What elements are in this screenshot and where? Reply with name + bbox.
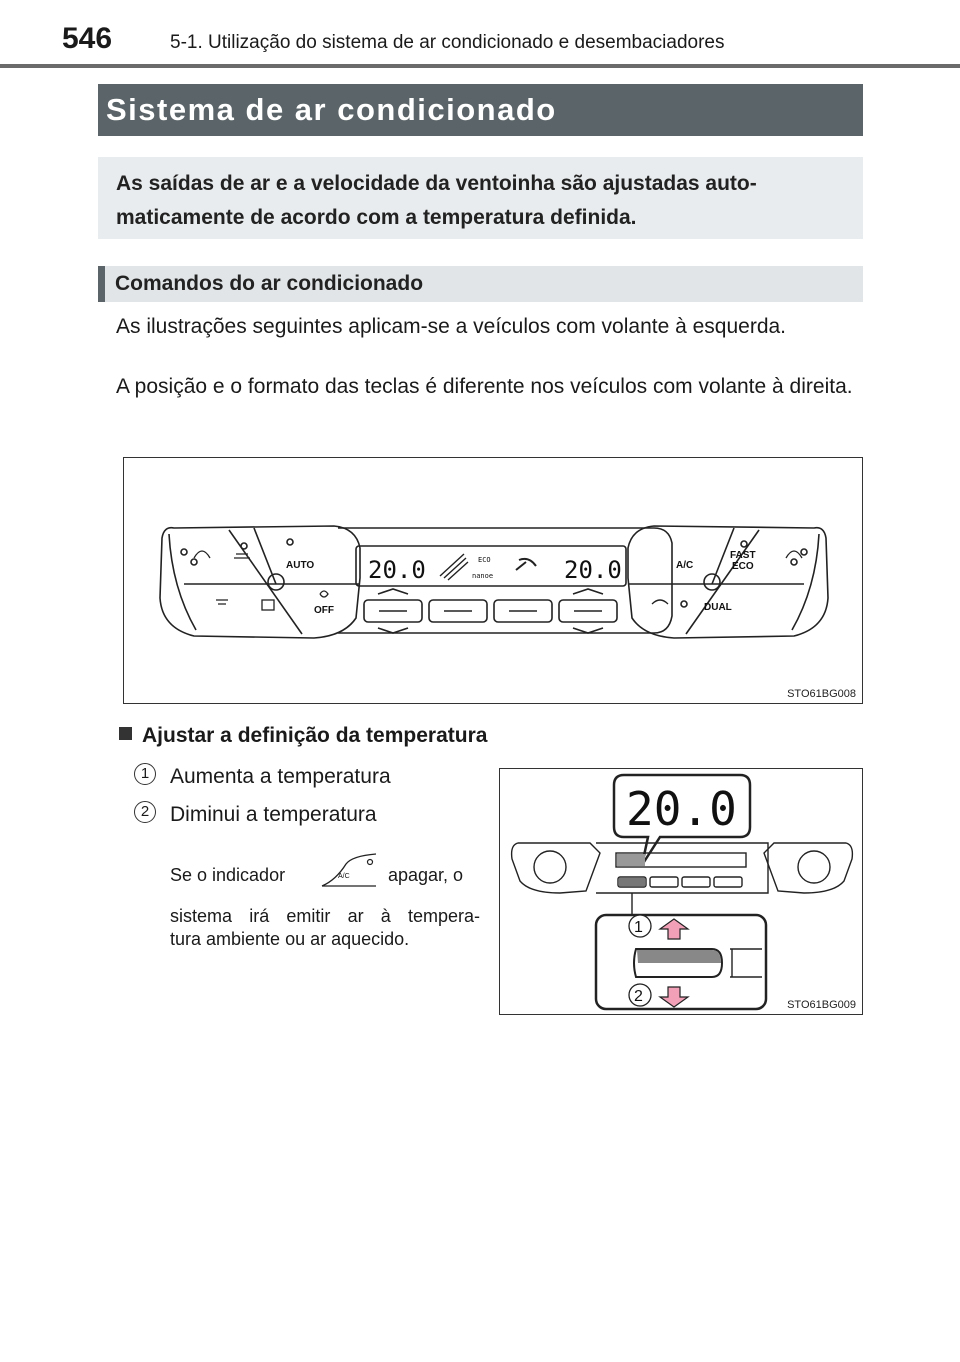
ac-button-label: A/C — [676, 560, 694, 571]
up-arrow-icon — [660, 919, 688, 939]
fan-off-icon — [320, 591, 328, 597]
seat-heater-right-icon — [786, 551, 802, 558]
header-rule — [0, 64, 960, 68]
display-temp-right: 20.0 — [564, 556, 622, 584]
item-text-increase: Aumenta a temperatura — [170, 765, 391, 788]
fast-button-label: FAST — [730, 550, 756, 561]
control-panel-illustration — [124, 458, 864, 705]
figure-code: STO61BG008 — [787, 688, 856, 700]
temperature-adjust-figure — [499, 768, 863, 1015]
button-top-shading — [637, 950, 721, 963]
down-arrow-icon — [660, 987, 688, 1007]
eco-button-label: ECO — [732, 561, 754, 572]
page-number: 546 — [62, 22, 113, 55]
note-part-2: apagar, o — [388, 865, 464, 885]
paragraph-rhd: A posição e o formato das teclas é diferente nos veículos com volante à direita. — [116, 375, 853, 398]
ac-indicator-label: A/C — [338, 873, 350, 880]
note-part-1: Se o indicador — [170, 865, 286, 885]
item-number-2: 2 — [134, 801, 156, 823]
title-bar — [98, 84, 863, 136]
temperature-adjust-illustration — [500, 769, 864, 1016]
zoom-display-temp: 20.0 — [626, 782, 737, 836]
seat-heater-left-icon — [194, 551, 210, 558]
fan-level-icon — [440, 554, 468, 580]
control-panel-figure — [123, 457, 863, 704]
windshield-icon — [216, 600, 228, 604]
item-number-1: 1 — [134, 763, 156, 785]
intro-box — [98, 157, 863, 239]
off-button-label: OFF — [314, 605, 334, 616]
display-nanoe: nanoe — [472, 572, 494, 580]
recirculation-icon — [652, 600, 668, 604]
display-bar-fill — [617, 854, 645, 866]
rear-defrost-icon — [262, 600, 274, 610]
subsection-heading — [119, 724, 487, 748]
selected-button-fill — [619, 878, 645, 886]
figure-code-2: STO61BG009 — [787, 999, 856, 1011]
note-line-3: tura ambiente ou ar aquecido. — [170, 929, 410, 949]
auto-button-label: AUTO — [286, 560, 315, 571]
dual-button-label: DUAL — [704, 602, 732, 613]
ac-indicator-icon — [316, 850, 382, 890]
subsection-heading-text: Ajustar a definição da temperatura — [142, 724, 488, 747]
airflow-icon — [516, 559, 536, 570]
intro-text: As saídas de ar e a velocidade da ventoinha são ajustadas auto-maticamente de acordo com a temperatura definida. — [116, 172, 757, 229]
display-temp-left: 20.0 — [368, 556, 426, 584]
display-eco: ECO — [478, 556, 491, 564]
item-text-decrease: Diminui a temperatura — [170, 803, 377, 826]
section-heading: Comandos do ar condicionado — [115, 272, 424, 295]
note-line-2: sistema irá emitir ar à tempera- — [170, 906, 480, 926]
chapter-title: 5-1. Utilização do sistema de ar condicionado e desembaciadores — [170, 32, 725, 53]
section-heading-bar — [98, 266, 863, 302]
page-title: Sistema de ar condicionado — [106, 92, 557, 127]
paragraph-lhd: As ilustrações seguintes aplicam-se a veículos com volante à esquerda. — [116, 315, 787, 338]
callout-2: 2 — [634, 988, 643, 1005]
callout-1: 1 — [634, 919, 643, 936]
square-bullet-icon — [119, 727, 132, 740]
